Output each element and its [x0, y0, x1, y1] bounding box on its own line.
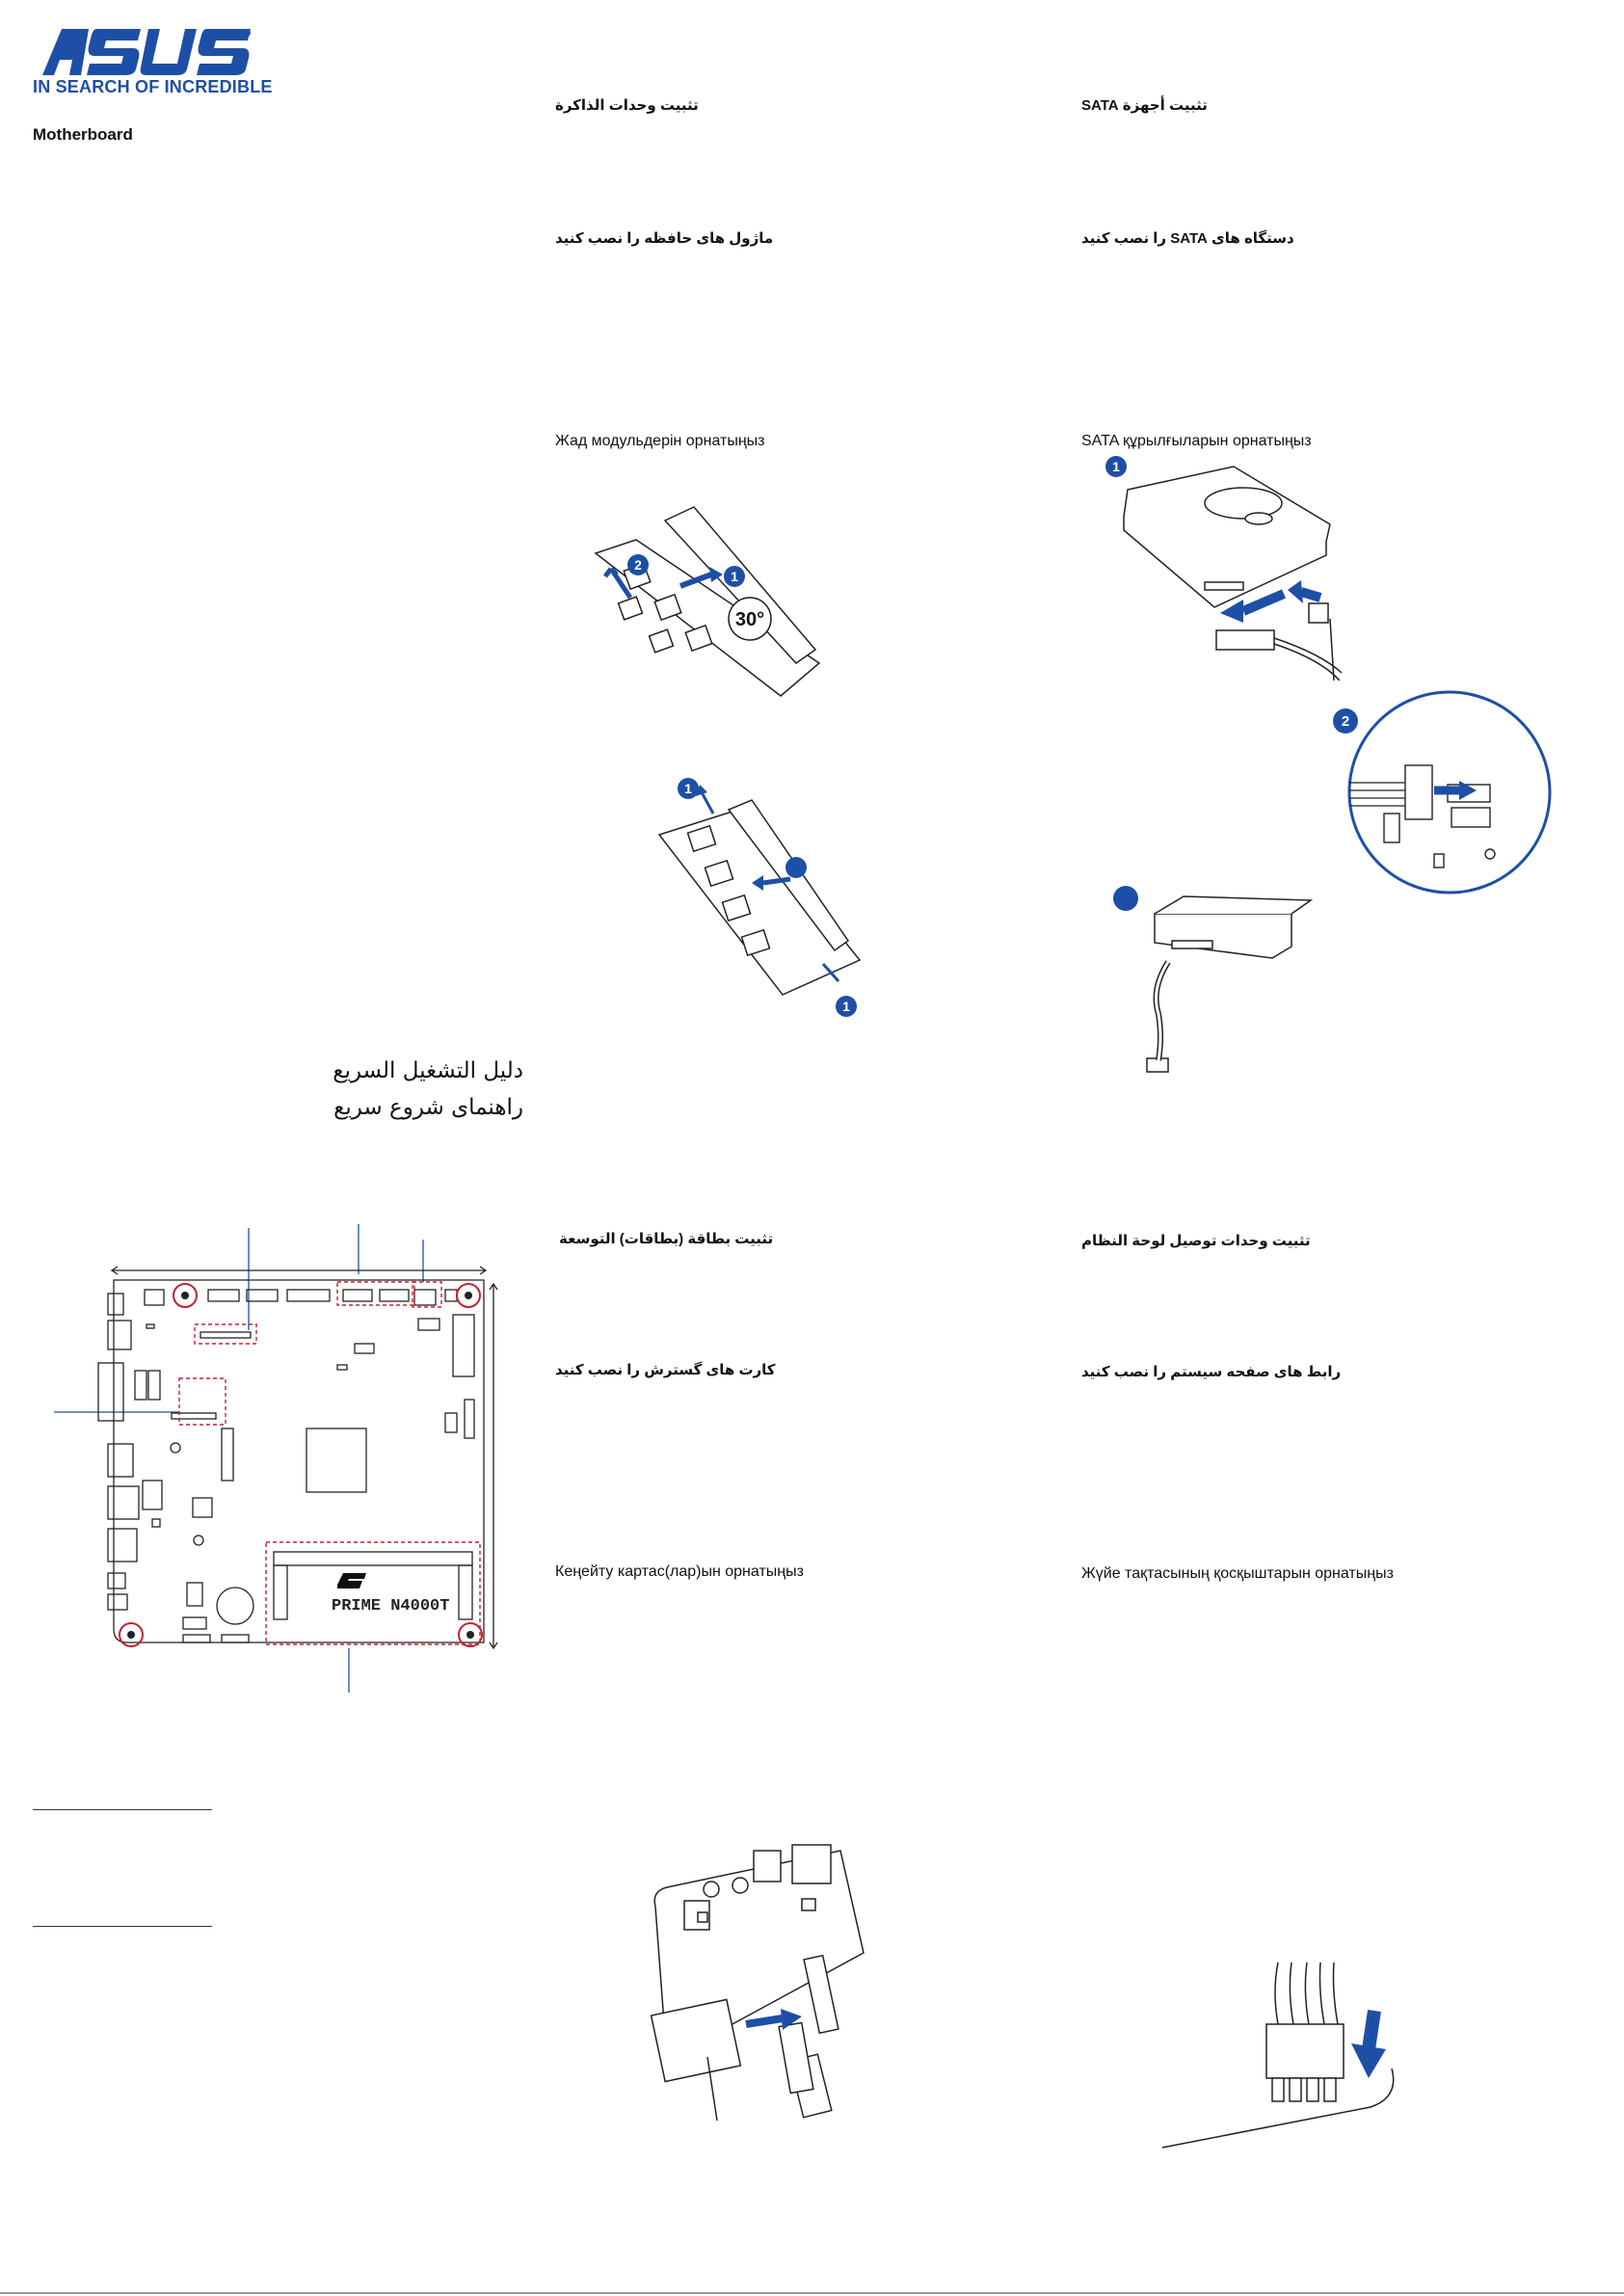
expansion-heading-persian: کارت های گسترش را نصب کنید [555, 1362, 776, 1378]
sata-heading-arabic: تثبيت أجهزة SATA [1081, 97, 1208, 114]
panel-connector-illustration [1162, 1962, 1403, 2155]
expansion-heading-kazakh: Кеңейту картас(лар)ын орнатыңыз [555, 1563, 804, 1580]
divider-rule-1 [33, 1809, 212, 1810]
remove-step-1b: 1 [842, 999, 850, 1014]
memory-step-1: 1 [731, 569, 738, 584]
remove-step-1a: 1 [684, 781, 692, 796]
sata-step-1: 1 [1112, 459, 1120, 474]
footer-rule [0, 2292, 1624, 2294]
board-model-label: PRIME N4000T [332, 1597, 450, 1615]
expansion-heading-arabic: تثبيت بطاقة (بطاقات) التوسعة [559, 1231, 774, 1247]
angle-label: 30° [734, 609, 765, 630]
panel-heading-persian: رابط های صفحه سیستم را نصب کنید [1081, 1364, 1342, 1380]
sata-cable-illustration [1099, 883, 1311, 1095]
memory-install-illustration [588, 497, 829, 709]
expansion-card-illustration [648, 1845, 879, 2124]
sata-heading-persian: دستگاه های SATA را نصب کنید [1081, 230, 1294, 247]
title-persian: راهنمای شروع سریع [333, 1095, 523, 1120]
brand-tagline: IN SEARCH OF INCREDIBLE [33, 77, 273, 96]
panel-heading-kazakh: Жүйе тақтасының қосқыштарын орнатыңыз [1081, 1565, 1394, 1582]
memory-heading-persian: ماژول های حافظه را نصب کنید [555, 230, 774, 247]
board-layout-diagram [48, 1224, 511, 1696]
title-arabic: دليل التشغيل السريع [333, 1058, 523, 1083]
asus-logo [33, 27, 253, 77]
panel-heading-arabic: تثبيت وحدات توصيل لوحة النظام [1081, 1233, 1311, 1249]
sata-heading-kazakh: SATA құрылғыларын орнатыңыз [1081, 433, 1312, 449]
memory-heading-arabic: تثبيت وحدات الذاكرة [555, 97, 699, 114]
memory-remove-illustration [655, 771, 867, 1022]
memory-heading-kazakh: Жад модульдерін орнатыңыз [555, 433, 765, 449]
divider-rule-2 [33, 1926, 212, 1927]
sata-step-2: 2 [1341, 713, 1350, 730]
sata-zoom-illustration [1326, 690, 1548, 894]
sata-drive-illustration [1099, 449, 1349, 690]
document-type-label: Motherboard [33, 125, 133, 144]
memory-step-2: 2 [634, 557, 642, 573]
